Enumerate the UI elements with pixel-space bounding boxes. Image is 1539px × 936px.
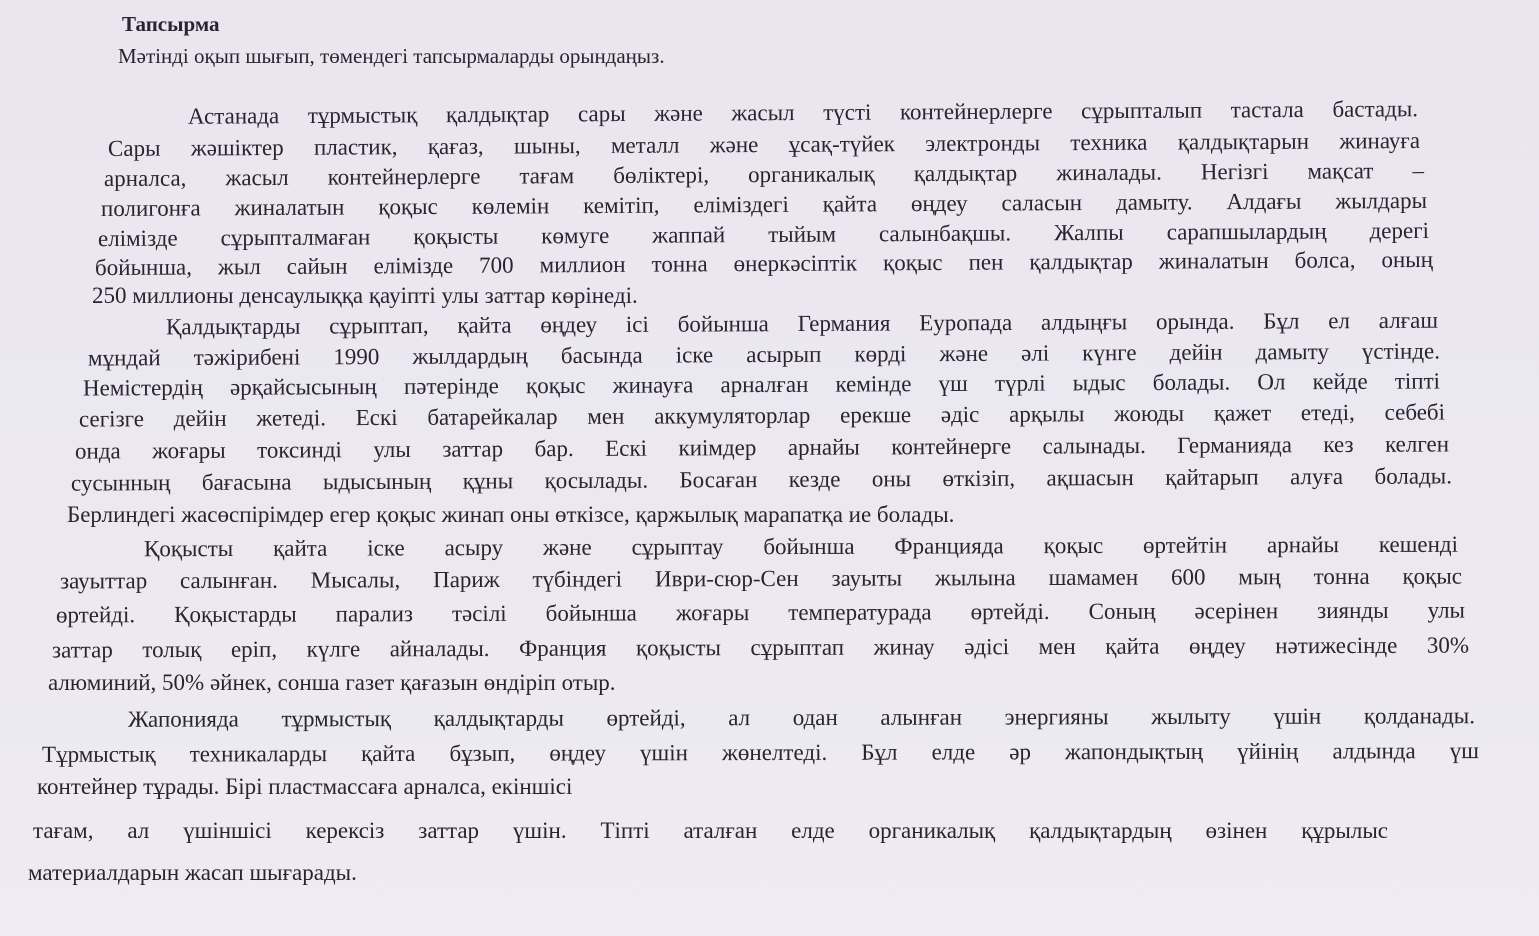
text-line: материалдарын жасап шығарады. xyxy=(28,860,357,885)
text-line: полигонға жиналатын қоқыс көлемін кемітіп, еліміздегі қайта өңдеу саласын дамыту. Алдағы жылдары xyxy=(100,187,1428,222)
text-line: тағам, ал үшіншісі керексіз заттар үшін. Тіпті аталған елде органикалық қалдықтардың өзінен құрылыс xyxy=(33,818,1388,843)
text-line: алюминий, 50% әйнек, сонша газет қағазын өндіріп отыр. xyxy=(48,670,616,695)
text-line: Жапонияда тұрмыстық қалдықтарды өртейді, ал одан алынған энергияны жылыту үшін қолданады. xyxy=(127,703,1476,732)
text-line: арналса, жасыл контейнерлерге тағам бөліктері, органикалық қалдықтар жиналады. Негізгі мақсат – xyxy=(103,157,1425,192)
text-line: 250 миллионы денсаулыққа қауіпті улы заттар көрінеді. xyxy=(92,283,638,308)
text-line: заттар толық еріп, күлге айналады. Франция қоқысты сұрыптап жинау әдісі мен қайта өңдеу нәтижесінде 30% xyxy=(51,632,1470,663)
text-line: Берлиндегі жасөспірімдер егер қоқыс жинап оны өткізсе, қаржылық марапатқа ие болады. xyxy=(67,502,955,527)
task-title: Тапсырма xyxy=(122,12,220,36)
text-line: елімізде сұрыпталмаған қоқысты көмуге жаппай тыйым салынбақшы. Жалпы сарапшылардың дерегі xyxy=(97,217,1430,252)
text-line: Қоқысты қайта іске асыру және сұрыптау бойынша Францияда қоқыс өртейтін арнайы кешенді xyxy=(143,531,1459,562)
text-line: Немістердің әрқайсысының пәтерінде қоқыс жинауға арналған кемінде үш түрлі ыдыс болады. Ол кейде тіпті xyxy=(82,368,1441,401)
text-line: сегізге дейін жетеді. Ескі батарейкалар мен аккумуляторлар ерекше әдіс арқылы жоюды қажет етеді, себебі xyxy=(78,399,1446,432)
task-instruction: Мәтінді оқып шығып, төмендегі тапсырмаларды орындаңыз. xyxy=(118,44,665,68)
text-line: мұндай тәжірибені 1990 жылдардың басында іске асырып көрді және әлі күнге дейін дамыту үстінде. xyxy=(87,338,1441,371)
text-line: Тұрмыстық техникаларды қайта бұзып, өңдеу үшін жөнелтеді. Бұл елде әр жапондықтың үйінің алдында үш xyxy=(41,738,1480,767)
text-line: сусынның бағасына ыдысының құны қосылады. Босаған кезде оны өткізіп, ақшасын қайтарып алуға болады. xyxy=(70,463,1453,496)
text-line: өртейді. Қоқыстарды парализ тәсілі бойынша жоғары температурада өртейді. Соның әсерінен зиянды улы xyxy=(55,597,1466,628)
text-line: Қалдықтарды сұрыптап, қайта өңдеу ісі бойынша Германия Еуропада алдыңғы орында. Бұл ел алғаш xyxy=(165,307,1439,340)
text-line: бойынша, жыл сайын елімізде 700 миллион тонна өнеркәсіптік қоқыс пен қалдықтар жиналатын болса, оның xyxy=(94,246,1434,281)
text-line: Астанада тұрмыстық қалдықтар сары және жасыл түсті контейнерлерге сұрыпталып тастала бастады. xyxy=(187,96,1419,129)
text-line: Сары жәшіктер пластик, қағаз, шыны, металл және ұсақ-түйек электронды техника қалдықтарын жинауға xyxy=(107,127,1421,162)
text-line: контейнер тұрады. Бірі пластмассаға арналса, екіншісі xyxy=(37,774,573,799)
text-line: онда жоғары токсинді улы заттар бар. Ескі киімдер арнайы контейнерге салынады. Германияда кез келген xyxy=(74,431,1450,464)
text-line: зауыттар салынған. Мысалы, Париж түбіндегі Иври-сюр-Сен зауыты жылына шамамен 600 мың тонна қоқыс xyxy=(59,563,1463,594)
